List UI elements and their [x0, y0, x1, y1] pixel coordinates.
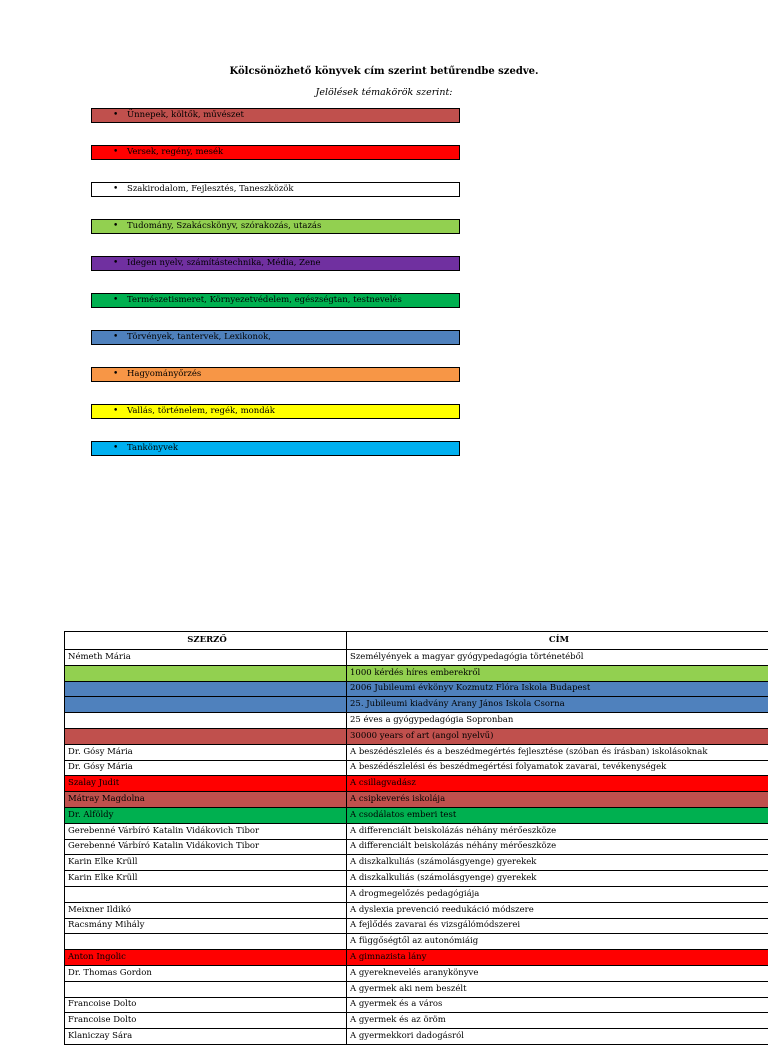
table-row	[65, 665, 768, 681]
author-cell: Francoise Dolto	[65, 997, 347, 1013]
legend-item-label: Hagyományőrzés	[127, 369, 201, 379]
legend-item	[91, 404, 460, 419]
author-cell: Gerebenné Várbíró Katalin Vidákovich Tibor	[65, 823, 347, 839]
table-row	[65, 839, 768, 855]
title-cell: A diszkalkuliás (számolásgyenge) gyerekek	[347, 855, 768, 871]
table-row	[65, 792, 768, 808]
title-cell: A fejlődés zavarai és vizsgálómódszerei	[347, 918, 768, 934]
legend-item	[91, 145, 460, 160]
table-row	[65, 918, 768, 934]
book-table-container	[64, 631, 768, 1045]
title-cell: A dyslexia prevenció reedukáció módszere	[347, 902, 768, 918]
author-cell	[65, 728, 347, 744]
title-cell: 1000 kérdés híres emberekről	[347, 665, 768, 681]
author-cell: Racsmány Mihály	[65, 918, 347, 934]
legend-item	[91, 219, 460, 234]
title-cell: A gyermekkori dadogásról	[347, 1029, 768, 1045]
legend-item	[91, 256, 460, 271]
table-row	[65, 855, 768, 871]
author-cell: Gerebenné Várbíró Katalin Vidákovich Tibor	[65, 839, 347, 855]
legend-item	[91, 441, 460, 456]
author-cell: Klaniczay Sára	[65, 1029, 347, 1045]
title-cell: 25 éves a gyógypedagógia Sopronban	[347, 713, 768, 729]
title-cell: A drogmegelőzés pedagógiája	[347, 886, 768, 902]
author-cell: Francoise Dolto	[65, 1013, 347, 1029]
title-cell: A gyermek aki nem beszélt	[347, 981, 768, 997]
title-cell: A gimnazista lány	[347, 950, 768, 966]
table-row	[65, 807, 768, 823]
author-cell: Dr. Thomas Gordon	[65, 965, 347, 981]
author-cell	[65, 886, 347, 902]
title-cell: 25. Jubileumi kiadvány Arany János Iskola Csorna	[347, 697, 768, 713]
author-cell	[65, 981, 347, 997]
legend-item-label: Vallás, történelem, regék, mondák	[127, 406, 275, 416]
author-cell: Karin Elke Krüll	[65, 871, 347, 887]
table-row	[65, 902, 768, 918]
table-row	[65, 997, 768, 1013]
title-cell: A csillagvadász	[347, 776, 768, 792]
bullet-icon: •	[113, 146, 118, 159]
table-row	[65, 871, 768, 887]
legend-item-label: Ünnepek, költők, művészet	[127, 110, 244, 120]
table-row	[65, 650, 768, 666]
table-row	[65, 728, 768, 744]
author-cell	[65, 697, 347, 713]
author-cell: Karin Elke Krüll	[65, 855, 347, 871]
legend-item	[91, 367, 460, 382]
bullet-icon: •	[113, 442, 118, 455]
title-cell: A differenciált beiskolázás néhány mérőeszköze	[347, 839, 768, 855]
table-row	[65, 760, 768, 776]
title-cell: A gyereknevelés aranykönyve	[347, 965, 768, 981]
title-cell: A beszédészlelési és beszédmegértési folyamatok zavarai, tevékenységek	[347, 760, 768, 776]
page-title: Kölcsönözhető könyvek cím szerint betűrendbe szedve.	[0, 66, 768, 77]
bullet-icon: •	[113, 331, 118, 344]
table-body	[65, 650, 768, 1045]
table-row	[65, 965, 768, 981]
author-cell: Meixner Ildikó	[65, 902, 347, 918]
color-legend	[91, 108, 460, 478]
title-cell: A csodálatos emberi test	[347, 807, 768, 823]
table-row	[65, 934, 768, 950]
legend-item-label: Tankönyvek	[127, 443, 178, 453]
bullet-icon: •	[113, 257, 118, 270]
title-cell: A diszkalkuliás (számolásgyenge) gyerekek	[347, 871, 768, 887]
author-column-header: SZERZŐ	[65, 632, 347, 650]
book-table	[64, 631, 768, 1045]
legend-item-label: Tudomány, Szakácskönyv, szórakozás, utazás	[127, 221, 321, 231]
table-row	[65, 744, 768, 760]
legend-item-label: Törvények, tantervek, Lexikonok,	[127, 332, 271, 342]
author-cell: Dr. Gósy Mária	[65, 760, 347, 776]
bullet-icon: •	[113, 183, 118, 196]
table-header-row	[65, 632, 768, 650]
table-row	[65, 681, 768, 697]
author-cell	[65, 681, 347, 697]
legend-subtitle: Jelölések témakörök szerint:	[0, 87, 768, 98]
table-row	[65, 950, 768, 966]
author-cell: Szalay Judit	[65, 776, 347, 792]
legend-item-label: Idegen nyelv, számítástechnika, Média, Zene	[127, 258, 321, 268]
table-row	[65, 1029, 768, 1045]
table-row	[65, 776, 768, 792]
author-cell	[65, 665, 347, 681]
author-cell: Mátray Magdolna	[65, 792, 347, 808]
author-cell: Dr. Gósy Mária	[65, 744, 347, 760]
bullet-icon: •	[113, 220, 118, 233]
title-cell: Személyények a magyar gyógypedagógia történetéből	[347, 650, 768, 666]
title-column-header: CÍM	[347, 632, 768, 650]
title-cell: 30000 years of art (angol nyelvű)	[347, 728, 768, 744]
bullet-icon: •	[113, 109, 118, 122]
title-cell: A differenciált beiskolázás néhány mérőeszköze	[347, 823, 768, 839]
title-cell: A gyermek és a város	[347, 997, 768, 1013]
table-row	[65, 981, 768, 997]
legend-item	[91, 293, 460, 308]
title-cell: A beszédészlelés és a beszédmegértés fejlesztése (szóban és írásban) iskolásoknak	[347, 744, 768, 760]
table-row	[65, 1013, 768, 1029]
author-cell: Dr. Alföldy	[65, 807, 347, 823]
legend-item	[91, 182, 460, 197]
author-cell: Anton Ingolic	[65, 950, 347, 966]
bullet-icon: •	[113, 294, 118, 307]
title-cell: A gyermek és az öröm	[347, 1013, 768, 1029]
bullet-icon: •	[113, 368, 118, 381]
author-cell: Németh Mária	[65, 650, 347, 666]
title-cell: A függőségtől az autonómiáig	[347, 934, 768, 950]
author-cell	[65, 713, 347, 729]
author-cell	[65, 934, 347, 950]
legend-item-label: Szakirodalom, Fejlesztés, Taneszközök	[127, 184, 294, 194]
bullet-icon: •	[113, 405, 118, 418]
legend-item-label: Versek, regény, mesék	[127, 147, 223, 157]
legend-item	[91, 330, 460, 345]
legend-item-label: Természetismeret, Környezetvédelem, egészségtan, testnevelés	[127, 295, 402, 305]
table-row	[65, 697, 768, 713]
table-row	[65, 823, 768, 839]
title-cell: 2006 Jubileumi évkönyv Kozmutz Flóra Iskola Budapest	[347, 681, 768, 697]
table-row	[65, 886, 768, 902]
table-row	[65, 713, 768, 729]
title-cell: A csipkeverés iskolája	[347, 792, 768, 808]
legend-item	[91, 108, 460, 123]
